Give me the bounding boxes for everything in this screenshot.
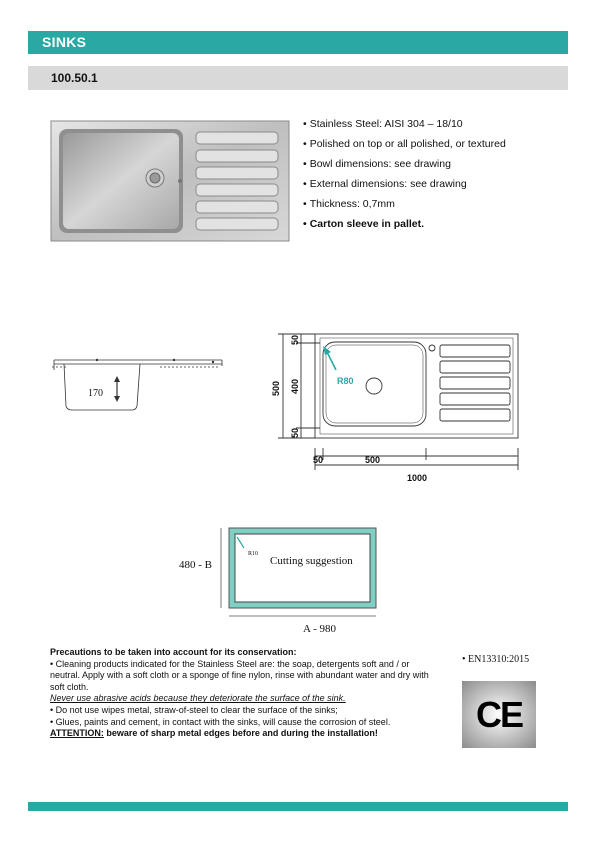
spec-item: • External dimensions: see drawing (303, 178, 467, 190)
total-width-label: 1000 (407, 473, 428, 483)
precautions-title: Precautions to be taken into account for its conservation: (50, 647, 297, 657)
left-margin-label: 50 (313, 455, 324, 465)
product-code-bar (28, 66, 568, 90)
spec-item: • Thickness: 0,7mm (303, 198, 395, 210)
total-height-label: 500 (271, 380, 281, 396)
side-section-drawing (50, 352, 228, 416)
spec-item: • Carton sleeve in pallet. (303, 218, 425, 230)
precaution-warning: Never use abrasive acids because they deteriorate the surface of the sink. (50, 693, 346, 704)
product-code: 100.50.1 (51, 71, 98, 85)
ce-mark-icon (462, 681, 536, 748)
cutout-width-label: A - 980 (303, 623, 336, 634)
page-title: SINKS (42, 34, 87, 50)
precaution-item: • Do not use wipes metal, straw-of-steel to clear the surface of the sinks; (50, 704, 338, 715)
spec-item: • Bowl dimensions: see drawing (303, 158, 451, 170)
svg-text:CE: CE (475, 694, 523, 735)
norm-label: • EN13310:2015 (462, 654, 530, 665)
spec-item: • Stainless Steel: AISI 304 – 18/10 (303, 118, 463, 130)
bowl-height-label: 400 (290, 378, 300, 394)
spec-list (303, 116, 506, 236)
top-margin-label: 50 (290, 334, 300, 345)
radius-label: R80 (337, 376, 354, 386)
footer-bar (28, 802, 568, 811)
cutout-caption: Cutting suggestion (270, 555, 353, 567)
cutout-radius-label: R10 (248, 551, 259, 557)
cutout-drawing (170, 522, 390, 634)
cutout-height-label: 480 - B (179, 559, 212, 571)
precaution-item: • Cleaning products indicated for the Stainless Steel are: the soap, detergents soft and / or neutral. Apply with a soft cloth or a sponge of fine nylon, rinse with abundant water and dry with soft cloth. (50, 658, 429, 692)
bottom-margin-label: 50 (290, 427, 300, 438)
spec-item: • Polished on top or all polished, or textured (303, 138, 506, 150)
precaution-item: • Glues, paints and cement, in contact with the sinks, will cause the corrosion of steel. (50, 716, 391, 727)
attention-note: ATTENTION: beware of sharp metal edges before and during the installation! (50, 728, 378, 739)
top-view-drawing (268, 330, 536, 490)
sink-photo (50, 120, 290, 242)
precautions-block (50, 647, 440, 740)
depth-label: 170 (88, 388, 103, 399)
bowl-width-label: 500 (365, 455, 381, 465)
header-bar (28, 31, 568, 54)
